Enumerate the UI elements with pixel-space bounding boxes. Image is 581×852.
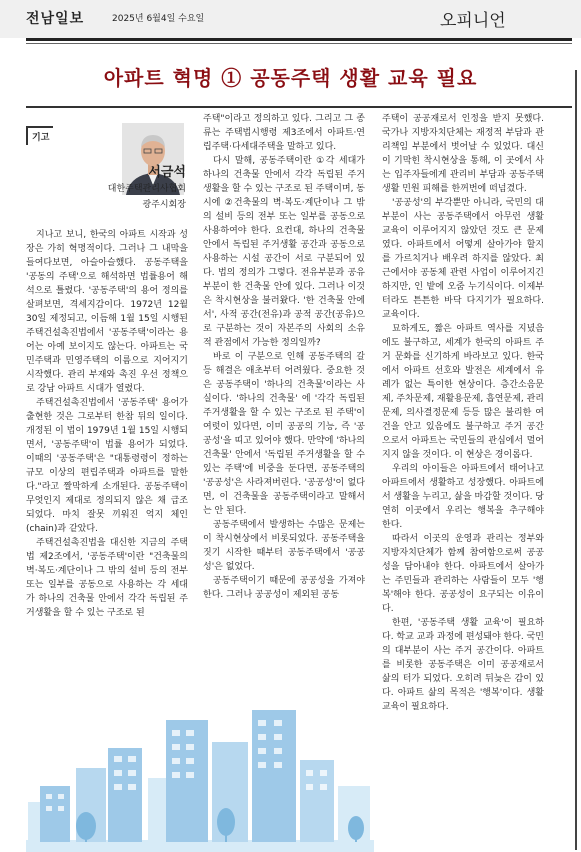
page-edge-rule (575, 70, 577, 850)
paragraph: '공공성'의 부각뿐만 아니라, 국민의 대부분이 사는 공동주택에서 아무런 생활 교육이 이루어지지 않았던 것도 큰 문제였다. 아파트에서 어떻게 살아가야 할지를 가르치거나 배우려 하지를 않았다. 최근에서야 공동체 관련 사업이 이루어지긴 하지만, 인 밭에 오줌 누기식이다. 이제부터라도 튼튼한 바닥 다지기가 필요하다. 교육이다. (382, 198, 544, 320)
header-rule (26, 38, 572, 41)
author-byline (64, 161, 186, 212)
newspaper-name: 전남일보 (26, 11, 85, 27)
paragraph: 공동주택에서 발생하는 수많은 문제는 이 착시현상에서 비롯되었다. 공동주택을 짓기 시작한 때부터 공동주택에서 '공공성'은 없었다. (203, 520, 365, 572)
paragraph: 주택건설촉진법에서 '공동주택' 용어가 출현한 것은 그로부터 한참 뒤의 일이다. 개정된 이 법이 1979년 1월 15일 시행되면서, '공동주택'이 법률 용어가 되었다. 이때의 '공동주택'은 "대통령령이 정하는 규모 이상의 편립주택과 아파트를 말한다."라고 짤막하게 소개된다. 공동주택이 무엇인지 제대로 정의되지 않은 채 급조되었다. 마치 잘못 끼워진 억지 체인(chain)과 같았다. (26, 398, 188, 534)
header-rule-thin (26, 43, 572, 44)
title-divider (26, 106, 572, 108)
author-name: 서금석 (148, 165, 186, 180)
author-organization: 대한주택관리사협회 (107, 184, 186, 194)
section-name: 오피니언 (440, 11, 506, 31)
paragraph: 우리의 아이들은 아파트에서 태어나고 아파트에서 생활하고 성장했다. 아파트에서 생활을 누리고, 삶을 마감할 것이다. 당연히 이곳에서 우리는 행복을 추구해야 한다. (382, 464, 544, 530)
paragraph: 한편, '공동주택 생활 교육'이 필요하다. 학교 교과 과정에 편성돼야 한다. 국민의 대부분이 사는 주거 공간이다. 아파트를 비롯한 공동주택은 이미 공공재로서 삶의 터가 되었다. 오히려 뒤늦은 감이 있다. 아파트 삶의 목적은 '행복'이다. 생활 교육이 필요하다. (382, 618, 544, 712)
paragraph: 따라서 이곳의 운영과 관리는 정부와 지방자치단체가 함께 참여함으로써 공공성을 담아내야 한다. 아파트에서 살아가는 주민들과 관리하는 사람들이 모두 '행복'해야 한다. 공공성이 요구되는 이유이다. (382, 534, 544, 614)
paragraph: 공동주택이기 때문에 공공성을 가져야 한다. 그러나 공공성이 제외된 공동 (203, 576, 365, 600)
apartment-skyline-illustration (26, 690, 374, 852)
article-title: 아파트 혁명 ① 공동주택 생활 교육 필요 (103, 66, 478, 90)
newspaper-header (0, 0, 581, 38)
paragraph: 지나고 보니, 한국의 아파트 시작과 성장은 가히 혁명적이다. 그러나 그 내막을 들여다보면, 아슬아슬했다. 공동주택을 '공동의 주택'으로 해석하면 법률용어 해석으로 틀렸다. '공동주택'의 용어 정의를 살펴보면, 격세지감이다. 1972년 12월 30일 제정되고, 이듬해 1월 15일 시행된 주택건설촉진법에서 '공동주택'이라는 용어는 아예 보이지도 않는다. 아파트는 국민주택과 민영주택의 이름으로 지어지기 시작했다. 관리 부재와 촉진 우선 정책으로 강남 아파트 시대가 열렸다. (26, 230, 188, 394)
article-column-1 (26, 228, 188, 620)
paragraph: 다시 말해, 공동주택이란 ①각 세대가 하나의 건축물 안에서 각각 독립된 주거생활을 할 수 있는 구조로 된 주택이며, 동시에 ②건축물의 벽·복도·계단이나 그 밖의 설비 등의 전부 또는 일부를 공동으로 사용하여야 한다. 요컨대, 하나의 건축물 안에서 독립된 주거생활 공간과 공동으로 사용하는 시설 공간이 서로 구분되어 있다. 법의 정의가 그렇다. 전유부분과 공유부분이 한 건축물 안에 있다. 그러나 이것은 착시현상을 불러왔다. '한 건축물 안에서', 사적 공간(전유)과 공적 공간(공유)으로 구분하는 것이 자본주의 사회의 소유적 관점에서 가능한 정의일까? (203, 156, 365, 348)
article-tag: 기고 (26, 126, 53, 145)
paragraph: 주택건설촉진법을 대신한 지금의 주택법 제2조에서, '공동주택'이란 "건축물의 벽·복도·계단이나 그 밖의 설비 등의 전부 또는 일부를 공동으로 사용하는 각 세대가 하나의 건축물 안에서 각각 독립된 주거생활을 할 수 있는 구조로 된 (26, 538, 188, 618)
author-role: 광주시회장 (142, 200, 186, 210)
paragraph: 주택이 공공재로서 인정을 받지 못했다. 국가나 지방자치단체는 재정적 부담과 관리책임 부분에서 벗어날 수 있었다. 대신 이 기막힌 착시현상을 통해, 이 곳에서 사는 입주자들에게 관리비 부담과 공동주택 생활 민원 피해를 한꺼번에 떠넘겼다. (382, 114, 544, 194)
article-column-3 (382, 112, 544, 714)
paragraph: 주택"이라고 정의하고 있다. 그리고 그 종류는 주택법시행령 제3조에서 아파트·연립주택·다세대주택을 말하고 있다. (203, 114, 365, 152)
paragraph: 바로 이 구분으로 인해 공동주택의 갈등 해결은 애초부터 어려웠다. 중요한 것은 공동주택이 '하나의 건축물'이라는 사실이다. '하나의 건축물' 에 '각각 독립된 주거생활을 할 수 있는 구조로 된 주택'이 여럿이 있다면, 이미 공공의 기능, 즉 '공공성'을 띠고 있어야 했다. 만약에 '하나의 건축물' 안에서 '독립된 주거생활을 할 수 있는 주택'에 비중을 둔다면, 공동주택의 '공공성'은 사라져버린다. '공공성'이 없다면, 이 건축물을 공동주택이라고 말해서는 안 된다. (203, 352, 365, 516)
paragraph: 묘하게도, 짧은 아파트 역사를 지녔음에도 불구하고, 세계가 한국의 아파트 주거 문화를 신기하게 바라보고 있다. 한국에서 아파트 선호와 발전은 세계에서 유례가 없는 특이한 현상이다. 층간소음문제, 주차문제, 재활용문제, 흡연문제, 관리문제, 의사결정문제 등등 많은 불리한 여건을 안고 있음에도 불구하고 주거 공간으로서 아파트는 국민들의 관심에서 멀어지지 않을 것이다. 이 현상은 경이롭다. (382, 324, 544, 460)
issue-date: 2025년 6월4일 수요일 (112, 14, 205, 24)
article-column-2 (203, 112, 365, 602)
